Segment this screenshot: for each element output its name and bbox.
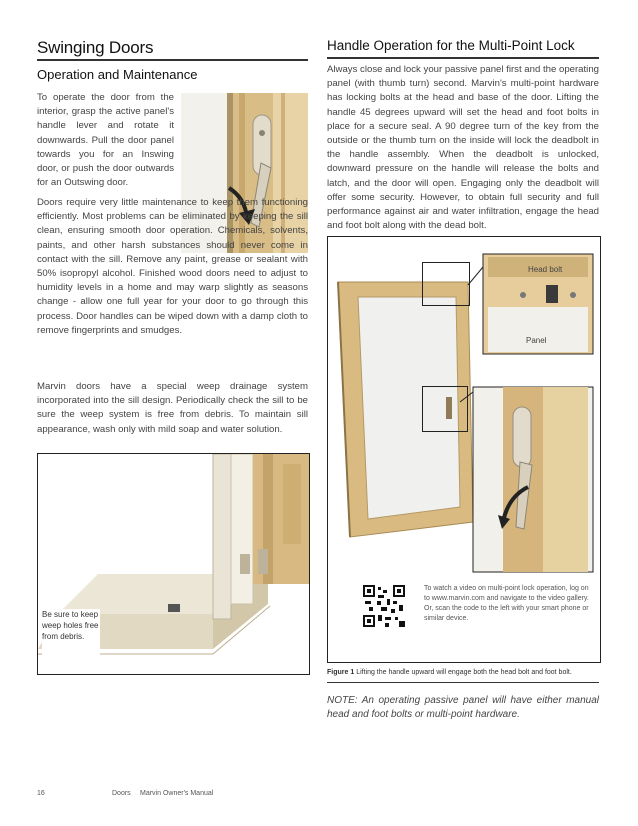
- right-title: Handle Operation for the Multi-Point Lock: [327, 38, 575, 53]
- caption-rule: [327, 682, 599, 683]
- handle-callout-box: [422, 386, 468, 432]
- left-paragraph-1: To operate the door from the interior, grasp the active panel's handle lever and rotate it downwards. Pull the door panel towards you for an Inswing door, or push the door outwards for an Outswing door.: [37, 92, 174, 189]
- footer-section: Doors: [112, 790, 131, 797]
- page-number: 16: [37, 790, 45, 797]
- head-bolt-label: Head bolt: [528, 265, 563, 274]
- note-text: NOTE: An operating passive panel will have either manual head and foot bolts or multi-point hardware.: [327, 695, 599, 720]
- qr-code-icon[interactable]: [363, 585, 405, 627]
- footer-doc-title: Marvin Owner's Manual: [140, 790, 214, 797]
- panel-label: Panel: [526, 336, 547, 345]
- left-paragraph-3: Marvin doors have a special weep drainage system incorporated into the sill design. Periodically check the sill to be sure the weep system is free from debris. To maintain sill appearance, wash only with mild soap and water solution.: [37, 381, 308, 435]
- figure-caption: [327, 669, 572, 676]
- left-title: Swinging Doors: [37, 38, 154, 57]
- video-instructions: To watch a video on multi-point lock operation, log on to www.marvin.com and navigate to the video gallery. Or, scan the code to the left with your smart phone or similar device.: [424, 585, 589, 622]
- right-paragraph-1: Always close and lock your passive panel first and the operating panel (with thumb turn) second. Marvin's multi-point hardware has locking bolts at the head and base of the door. Lifting the handle 45 degrees upward will set the head and foot bolts in place for a secure seal. A 90 degree turn of the key from the outside or the thumb turn on the inside will lock the deadbolt in the handle assembly. When the deadbolt is unlocked, downward pressure on the handle will release the bolts and latch, and the door will open. Engaging only the deadbolt will offer some security. However, to obtain full security and full performance against air and water infiltration, engage the head and foot bolt along with the dead bolt.: [327, 64, 599, 232]
- left-title-rule: [37, 59, 308, 61]
- sill-caption: Be sure to keep weep holes free from debris.: [42, 610, 99, 641]
- left-subtitle: Operation and Maintenance: [37, 67, 198, 82]
- sill-caption-box: [42, 609, 100, 667]
- head-bolt-callout-box: [422, 262, 470, 306]
- figure-label: Figure 1: [327, 669, 355, 676]
- figure-caption-text: Lifting the handle upward will engage both the head bolt and foot bolt.: [356, 669, 572, 676]
- left-paragraph-2: [37, 196, 308, 338]
- left-paragraph-2-text: Doors require very little maintenance to keep them functioning efficiently. Most problems can be eliminated by keeping the sill clean, ensuring smooth door operation. Chemicals, solvents, paints, and other harsh substances should never come in contact with the sill. Remove any paint, grease or sealant with 50% isopropyl alcohol. Finished wood doors need to adjust to humidity levels in a home and may warp slightly as seasons change - allow one full year for your door to go through this process. Door handles can be wiped down with a damp cloth to remove fingerprints and smudges.: [37, 197, 308, 336]
- right-title-rule: [327, 57, 599, 59]
